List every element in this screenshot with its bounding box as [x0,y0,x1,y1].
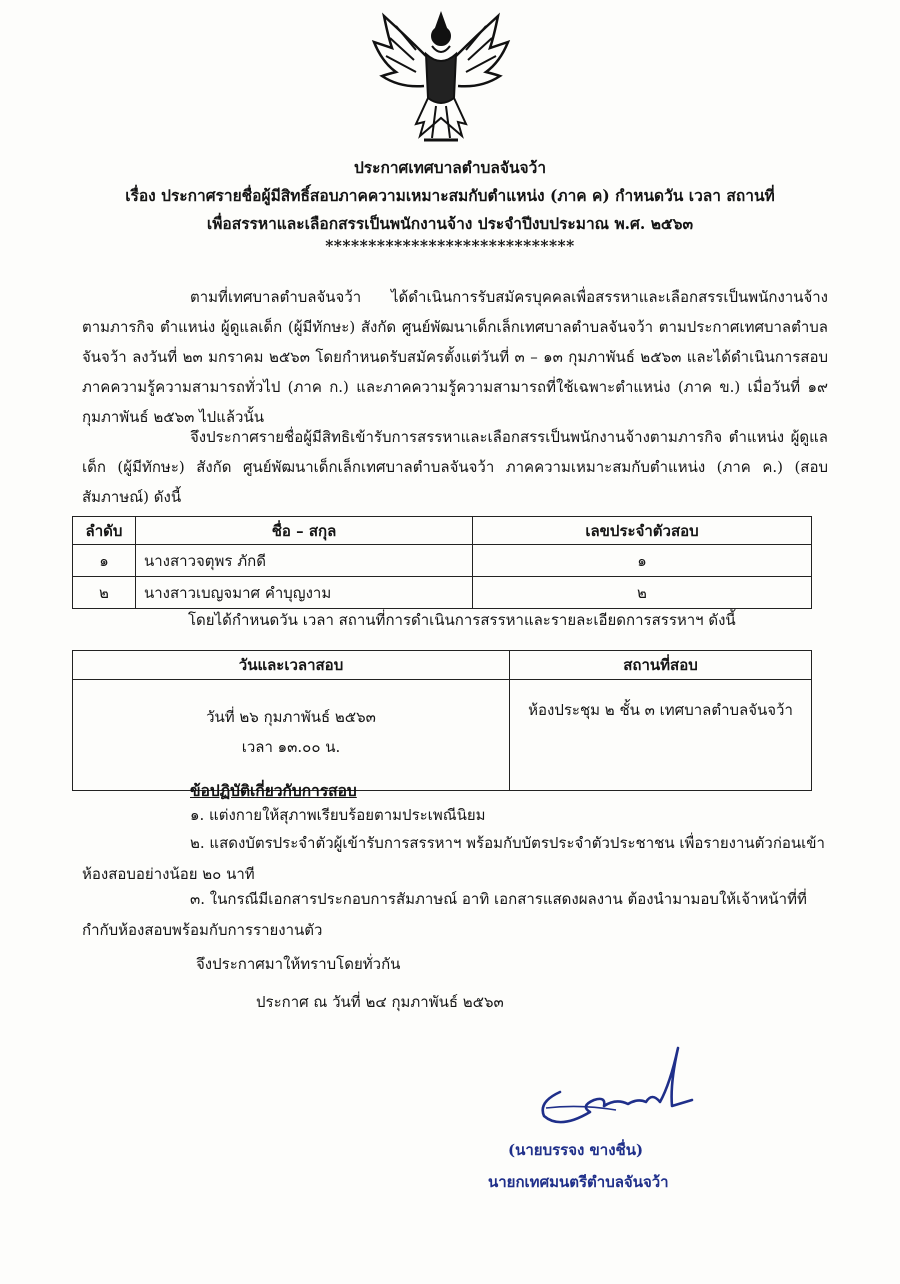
schedule-datetime-cell [73,680,510,791]
rules-title: ข้อปฏิบัติเกี่ยวกับการสอบ [190,781,357,800]
table-header-row [73,517,812,545]
announcement-subject: เรื่อง ประกาศรายชื่อผู้มีสิทธิ์สอบภาคความเหมาะสมกับตำแหน่ง (ภาค ค) กำหนดวัน เวลา สถานที่ [125,186,775,205]
result-paragraph: จึงประกาศรายชื่อผู้มีสิทธิเข้ารับการสรรหาและเลือกสรรเป็นพนักงานจ้างตามภารกิจ ตำแหน่ง ผู้ดูแลเด็ก (ผู้มีทักษะ) สังกัด ศูนย์พัฒนาเด็กเล็กเทศบาลตำบลจันจว้า ภาคความเหมาะสมกับตำแหน่ง (ภาค ค.) (สอบสัมภาษณ์) ดังนี้ [82,428,828,506]
schedule-time: เวลา ๑๓.๐๐ น. [241,738,341,756]
heading-separator: ***************************** [325,236,575,255]
schedule-place: ห้องประชุม ๒ ชั้น ๓ เทศบาลตำบลจันจว้า [510,680,812,791]
schedule-date: วันที่ ๒๖ กุมภาพันธ์ ๒๕๖๓ [206,708,376,726]
row-no: ๒ [73,577,136,609]
row-name: นางสาวเบญจมาศ คำบุญงาม [136,577,473,609]
rule-item: ๓. ในกรณีมีเอกสารประกอบการสัมภาษณ์ อาทิ เอกสารแสดงผลงาน ต้องนำมามอบให้เจ้าหน้าที่ที่กำกับห้องสอบพร้อมกับการรายงานตัว [82,890,807,939]
row-exam-id: ๑ [473,545,812,577]
signatory-name: (นายบรรจง ขางชื่น) [508,1141,644,1159]
candidates-table [72,516,812,609]
rule-item: ๑. แต่งกายให้สุภาพเรียบร้อยตามประเพณีนิยม [190,806,486,824]
row-exam-id: ๒ [473,577,812,609]
closing-statement: จึงประกาศมาให้ทราบโดยทั่วกัน [196,955,401,973]
column-header-no: ลำดับ [73,517,136,545]
announcement-issuer: ประกาศเทศบาลตำบลจันจว้า [353,158,547,177]
table-row [73,680,812,791]
rule-item: ๒. แสดงบัตรประจำตัวผู้เข้ารับการสรรหาฯ พร้อมกับบัตรประจำตัวประชาชน เพื่อรายงานตัวก่อนเข้าห้องสอบอย่างน้อย ๒๐ นาที [82,834,825,883]
column-header-name: ชื่อ – สกุล [136,517,473,545]
announcement-date: ประกาศ ณ วันที่ ๒๔ กุมภาพันธ์ ๒๕๖๓ [256,993,504,1011]
row-no: ๑ [73,545,136,577]
row-name: นางสาวจตุพร ภักดี [136,545,473,577]
table-row [73,577,812,609]
garuda-emblem-icon [366,6,516,146]
table-header-row [73,651,812,680]
column-header-datetime: วันและเวลาสอบ [73,651,510,680]
table-row [73,545,812,577]
schedule-table [72,650,812,791]
intro-paragraph: ตามที่เทศบาลตำบลจันจว้า ได้ดำเนินการรับสมัครบุคคลเพื่อสรรหาและเลือกสรรเป็นพนักงานจ้างตามภารกิจ ตำแหน่ง ผู้ดูแลเด็ก (ผู้มีทักษะ) สังกัด ศูนย์พัฒนาเด็กเล็กเทศบาลตำบลจันจว้า ตามประกาศเทศบาลตำบลจันจว้า ลงวันที่ ๒๓ มกราคม ๒๕๖๓ โดยกำหนดรับสมัครตั้งแต่วันที่ ๓ – ๑๓ กุมภาพันธ์ ๒๕๖๓ และได้ดำเนินการสอบภาคความรู้ความสามารถทั่วไป (ภาค ก.) และภาคความรู้ความสามารถที่ใช้เฉพาะตำแหน่ง (ภาค ข.) เมื่อวันที่ ๑๙ กุมภาพันธ์ ๒๕๖๓ ไปแล้วนั้น [82,288,828,426]
schedule-intro: โดยได้กำหนดวัน เวลา สถานที่การดำเนินการสรรหาและรายละเอียดการสรรหาฯ ดังนี้ [188,611,736,629]
column-header-place: สถานที่สอบ [510,651,812,680]
announcement-subject-line2: เพื่อสรรหาและเลือกสรรเป็นพนักงานจ้าง ประจำปีงบประมาณ พ.ศ. ๒๕๖๓ [206,214,694,233]
column-header-exam-id: เลขประจำตัวสอบ [473,517,812,545]
handwritten-signature-icon [520,1040,700,1130]
signatory-title: นายกเทศมนตรีตำบลจันจว้า [488,1173,669,1191]
